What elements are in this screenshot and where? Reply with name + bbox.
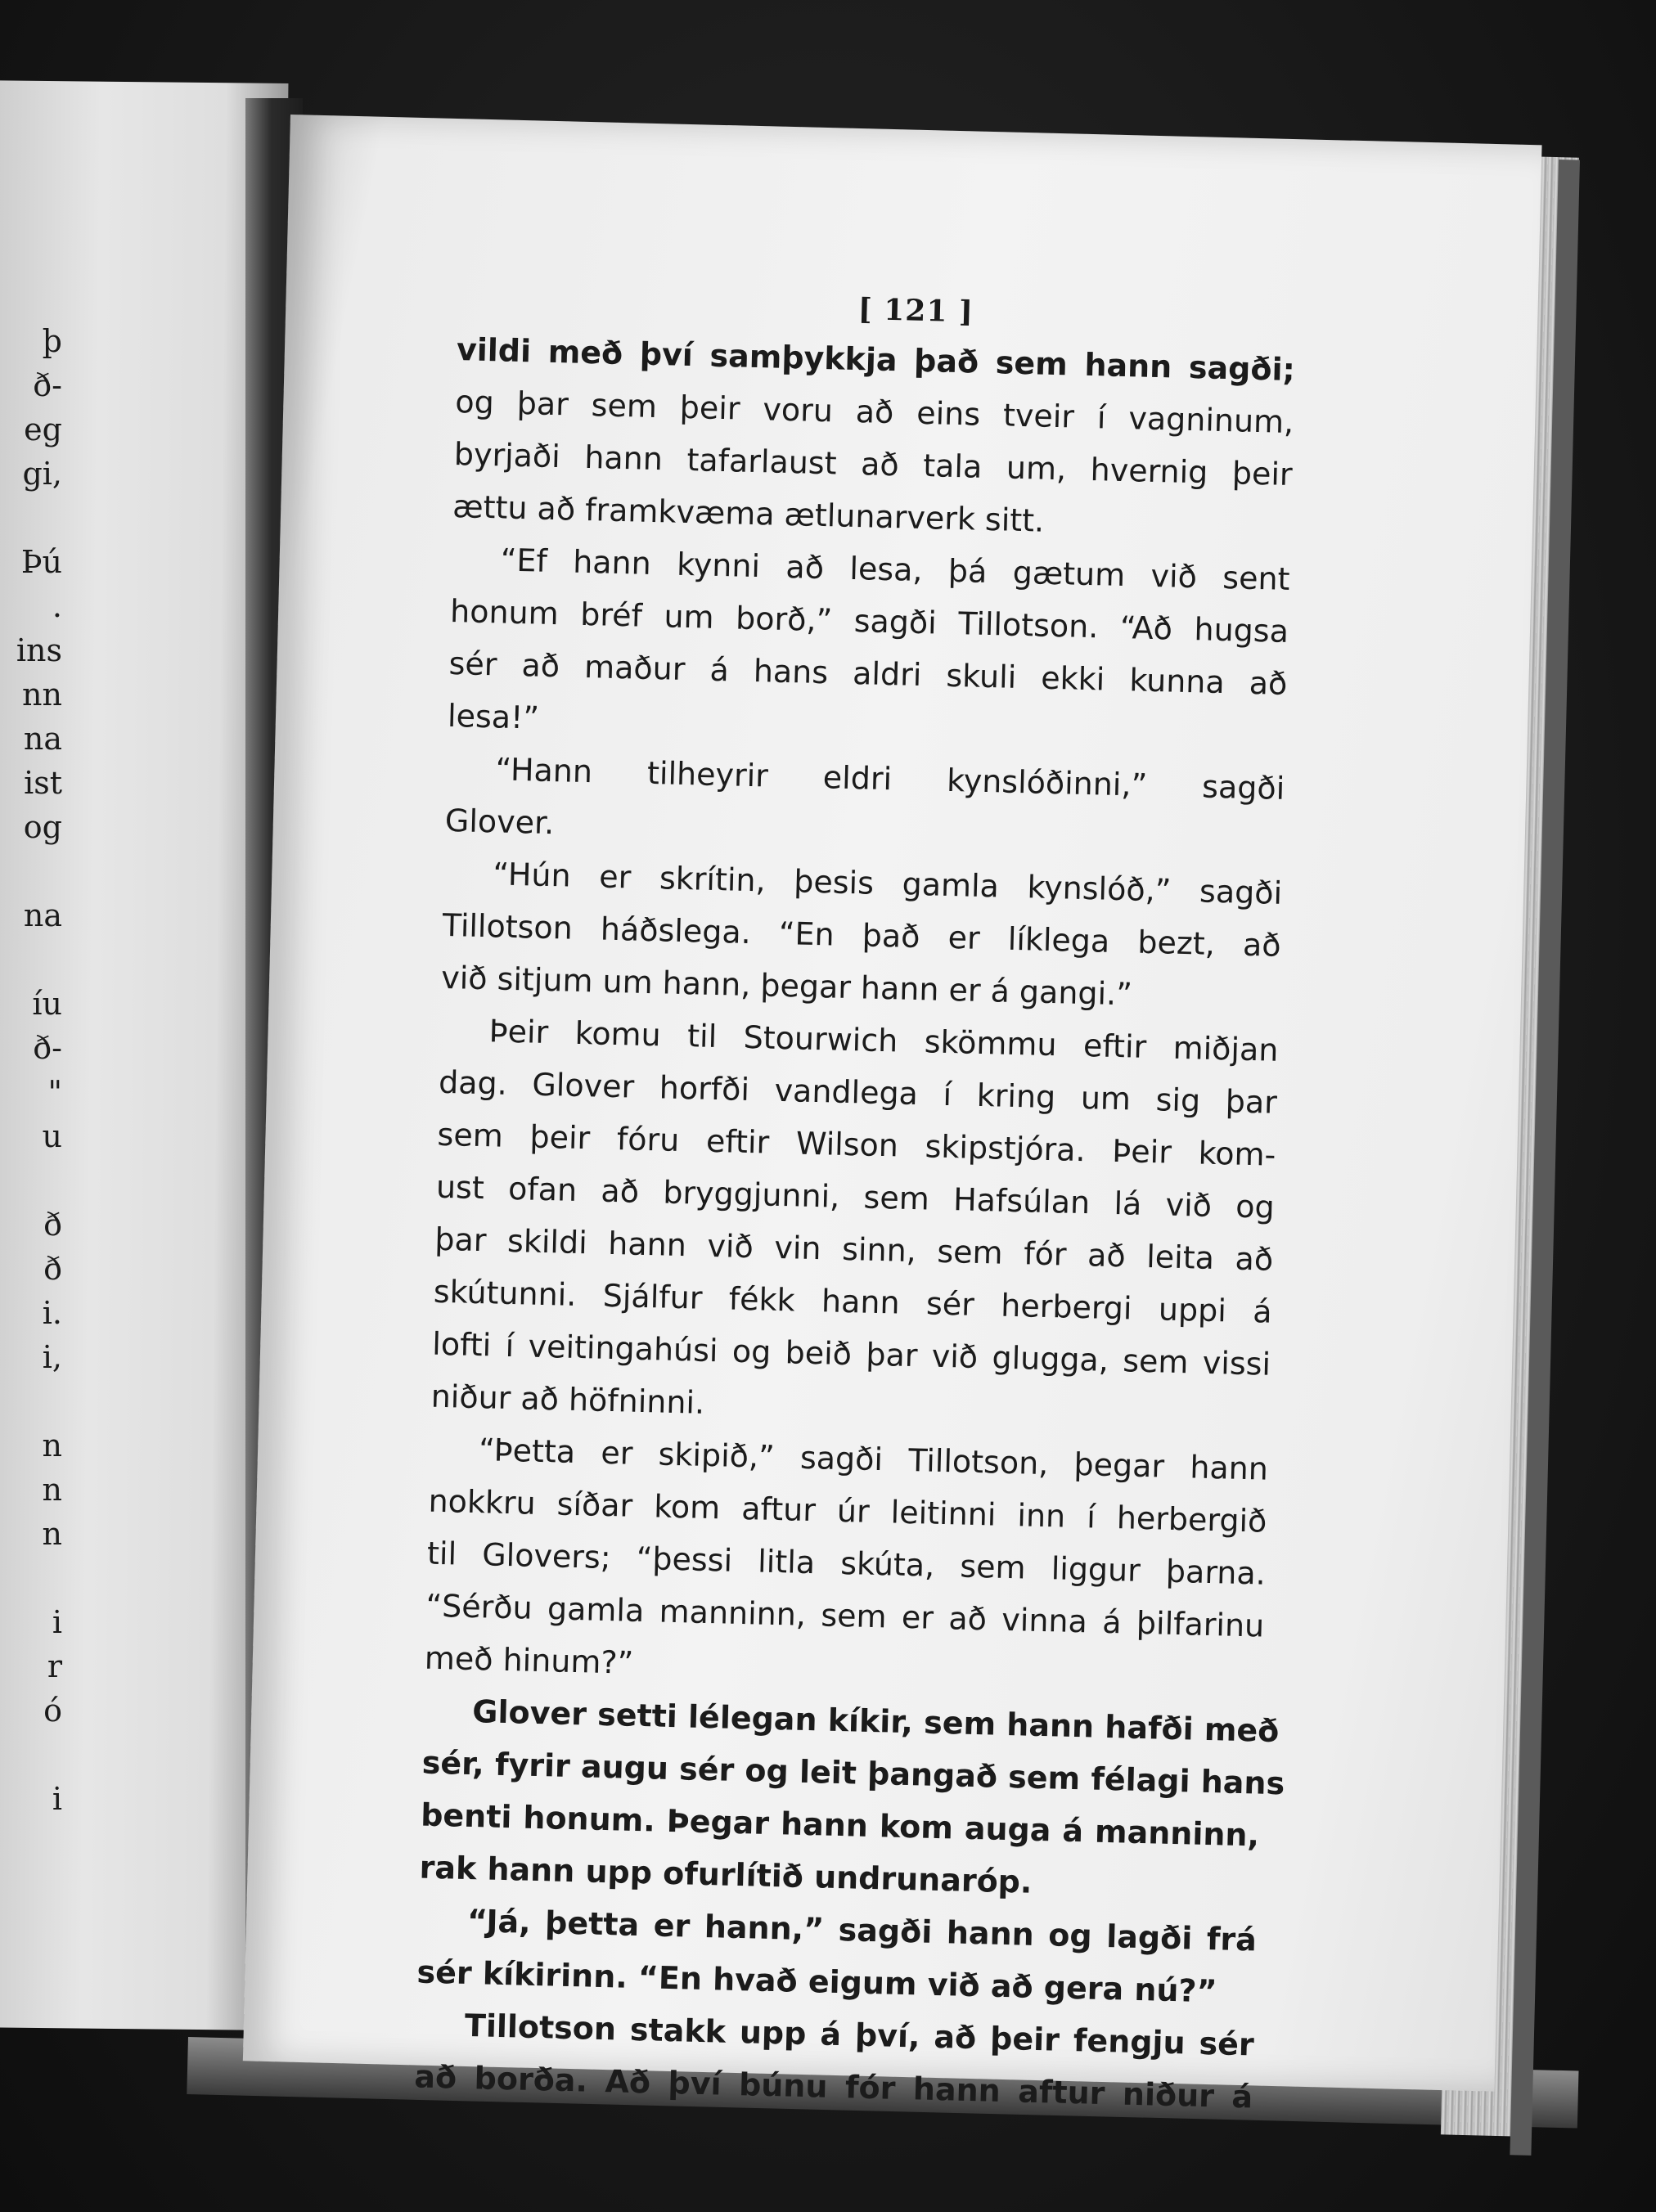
page-number: [ 121 ] bbox=[857, 292, 974, 330]
left-page-fragment: ð bbox=[43, 1251, 62, 1287]
left-page-fragment bbox=[0, 1733, 74, 1777]
left-page-fragment: na bbox=[23, 721, 62, 757]
left-page-fragment: n bbox=[42, 1472, 62, 1508]
text-line: skútunni. Sjálfur fékk hann sér herbergi uppi á bbox=[433, 1273, 1273, 1330]
text-line: að borða. Að því búnu fór hann aftur niður á bbox=[413, 2058, 1253, 2115]
text-line: “Þetta er skipið,” sagði Tillotson, þegar hann bbox=[478, 1432, 1269, 1487]
left-page-fragment: gi, bbox=[22, 456, 62, 492]
left-page-fragment: Þú bbox=[20, 544, 62, 580]
right-page bbox=[243, 115, 1542, 2115]
text-line: niður að höfninni. bbox=[430, 1378, 705, 1421]
left-page-fragment bbox=[0, 1158, 74, 1203]
left-page-text-fragments bbox=[0, 319, 74, 1821]
left-page-fragment: þ bbox=[42, 323, 62, 359]
left-page-fragment: n bbox=[42, 1427, 62, 1463]
text-line: lofti í veitingahúsi og beið þar við glugga, sem vissi bbox=[431, 1325, 1271, 1382]
text-line: ust ofan að bryggjunni, sem Hafsúlan lá við og bbox=[435, 1168, 1276, 1225]
text-line: með hinum?” bbox=[424, 1639, 634, 1681]
left-page-fragment: na bbox=[23, 897, 62, 933]
text-line: dag. Glover horfði vandlega í kring um sig þar bbox=[438, 1063, 1278, 1121]
text-line: Þeir komu til Stourwich skömmu eftir miðjan bbox=[488, 1013, 1279, 1068]
text-line: Glover setti lélegan kíkir, sem hann hafði með bbox=[471, 1693, 1280, 1750]
text-line: “Hann tilheyrir eldri kynslóðinni,” sagði bbox=[494, 751, 1285, 807]
text-line: lesa!” bbox=[447, 697, 540, 736]
text-line: benti honum. Þegar hann kom auga á manninn, bbox=[420, 1796, 1260, 1854]
left-page-fragment: ð- bbox=[33, 1030, 62, 1066]
left-page-fragment: i, bbox=[42, 1339, 62, 1375]
text-line: sér kíkirinn. “En hvað eigum við að gera nú?” bbox=[416, 1953, 1218, 2010]
left-page-fragment: ist bbox=[24, 765, 62, 801]
left-page-fragment bbox=[0, 496, 74, 540]
left-page-fragment: i bbox=[52, 1781, 62, 1817]
left-page-fragment: . bbox=[52, 588, 62, 624]
text-line: ættu að framkvæma ætlunarverk sitt. bbox=[452, 488, 1045, 539]
text-line: Tillotson háðslega. “En það er líklega bezt, að bbox=[442, 906, 1282, 964]
page-body-text bbox=[414, 323, 1296, 2123]
text-line: sér að maður á hans aldri skuli ekki kunna að bbox=[448, 645, 1288, 702]
text-line: nokkru síðar kom aftur úr leitinni inn í herbergið bbox=[428, 1482, 1267, 1540]
left-page-fragment: r bbox=[47, 1648, 62, 1684]
left-page-fragment: ð bbox=[43, 1207, 62, 1243]
left-page-fragment: i. bbox=[42, 1295, 62, 1331]
left-page-fragment: ó bbox=[43, 1693, 62, 1729]
text-line: rak hann upp ofurlítið undrunaróp. bbox=[419, 1849, 1033, 1900]
text-line: honum bréf um borð,” sagði Tillotson. “Að hugsa bbox=[449, 592, 1289, 650]
text-line: þar skildi hann við vin sinn, sem fór að leita að bbox=[434, 1221, 1274, 1278]
text-line: og þar sem þeir voru að eins tveir í vagninum, bbox=[454, 384, 1294, 441]
text-line: “Sérðu gamla manninn, sem er að vinna á þilfarinu bbox=[425, 1587, 1265, 1644]
left-page-fragment: og bbox=[23, 809, 62, 845]
text-line: Glover. bbox=[444, 802, 555, 842]
text-line: sem þeir fóru eftir Wilson skipstjóra. Þeir kom- bbox=[437, 1116, 1276, 1173]
left-page-fragment bbox=[0, 1379, 74, 1423]
left-page-fragment: ð- bbox=[33, 367, 62, 403]
left-page-fragment bbox=[0, 937, 74, 982]
left-page-fragment: u bbox=[42, 1118, 62, 1154]
text-line: byrjaði hann tafarlaust að tala um, hvernig þeir bbox=[453, 436, 1294, 493]
left-page-fragment: " bbox=[47, 1074, 62, 1110]
left-page-fragment bbox=[0, 1556, 74, 1600]
text-line: “Hún er skrítin, þesis gamla kynslóð,” sagði bbox=[492, 856, 1283, 911]
text-line: sér, fyrir augu sér og leit þangað sem félagi hans bbox=[421, 1744, 1285, 1802]
text-line: vildi með því samþykkja það sem hann sagði; bbox=[456, 331, 1296, 389]
text-line: “Ef hann kynni að lesa, þá gætum við sent bbox=[500, 542, 1291, 598]
left-page-fragment bbox=[0, 849, 74, 893]
left-page-fragment: nn bbox=[22, 677, 62, 713]
text-line: Tillotson stakk upp á því, að þeir fengju sér bbox=[464, 2007, 1255, 2063]
left-page-fragment: i bbox=[52, 1604, 62, 1640]
left-page-fragment: ins bbox=[16, 632, 62, 668]
left-page-fragment: n bbox=[42, 1516, 62, 1552]
left-page-fragment: eg bbox=[24, 411, 62, 447]
text-line: við sitjum um hann, þegar hann er á gangi.” bbox=[440, 959, 1133, 1013]
text-line: “Já, þetta er hann,” sagði hann og lagði frá bbox=[466, 1902, 1258, 1958]
left-page-fragment: íu bbox=[32, 986, 62, 1022]
text-line: til Glovers; “þessi litla skúta, sem liggur þarna. bbox=[426, 1535, 1267, 1592]
